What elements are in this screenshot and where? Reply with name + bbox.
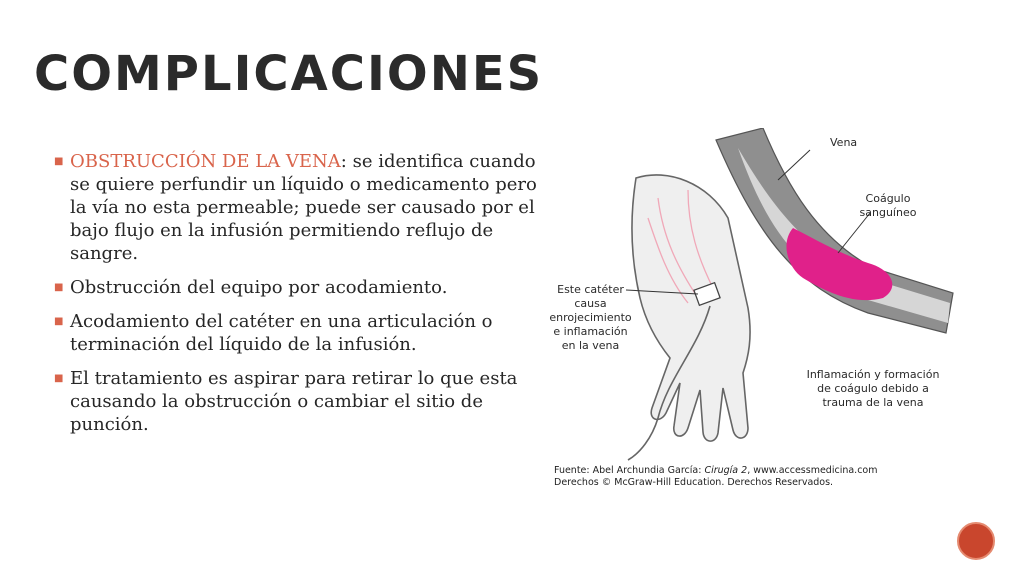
bullet-item [52, 150, 547, 265]
hand-drawing [632, 175, 750, 441]
bullet-item [52, 276, 547, 299]
bullet-square-icon: ■ [54, 156, 64, 167]
bullet-text: Obstrucción del equipo por acodamiento. [70, 277, 448, 298]
credit-rights: Derechos © McGraw-Hill Education. Derechos Reservados. [554, 477, 834, 488]
credit-suffix: , www.accessmedicina.com [747, 465, 878, 476]
bullet-item [52, 310, 547, 356]
credit-prefix: Fuente: Abel Archundia García: [554, 465, 705, 476]
slide-title: COMPLICACIONES [34, 46, 544, 102]
label-vena: Vena [830, 136, 858, 149]
label-inflamacion: Inflamación y formación de coágulo debido a trauma de la vena [806, 368, 940, 409]
leader-line [778, 150, 810, 180]
label-cateter: Este catéter causa enrojecimiento e inflamación en la vena [549, 283, 632, 352]
catheter-illustration [548, 128, 958, 493]
bullet-text: : se identifica cuando se quiere perfundir un líquido o medicamento pero la vía no esta permeable; puede ser causado por el bajo flujo en la infusión permitiendo reflujo de sangre. [70, 151, 537, 264]
bullet-list [52, 150, 547, 447]
slide-nav-button[interactable] [957, 522, 995, 560]
bullet-text: El tratamiento es aspirar para retirar lo que esta causando la obstrucción o cambiar el sitio de punción. [70, 368, 518, 435]
figure-credit [554, 465, 878, 489]
label-coagulo: Coágulo sanguíneo [859, 192, 917, 219]
credit-book: Cirugía 2 [704, 465, 748, 476]
bullet-item [52, 367, 547, 436]
bullet-square-icon: ■ [54, 316, 64, 327]
bullet-text: Acodamiento del catéter en una articulación o terminación del líquido de la infusión. [70, 311, 493, 355]
bullet-square-icon: ■ [54, 282, 64, 293]
bullet-square-icon: ■ [54, 373, 64, 384]
blood-clot [786, 228, 892, 300]
bullet-lead: OBSTRUCCIÓN DE LA VENA [70, 151, 341, 172]
